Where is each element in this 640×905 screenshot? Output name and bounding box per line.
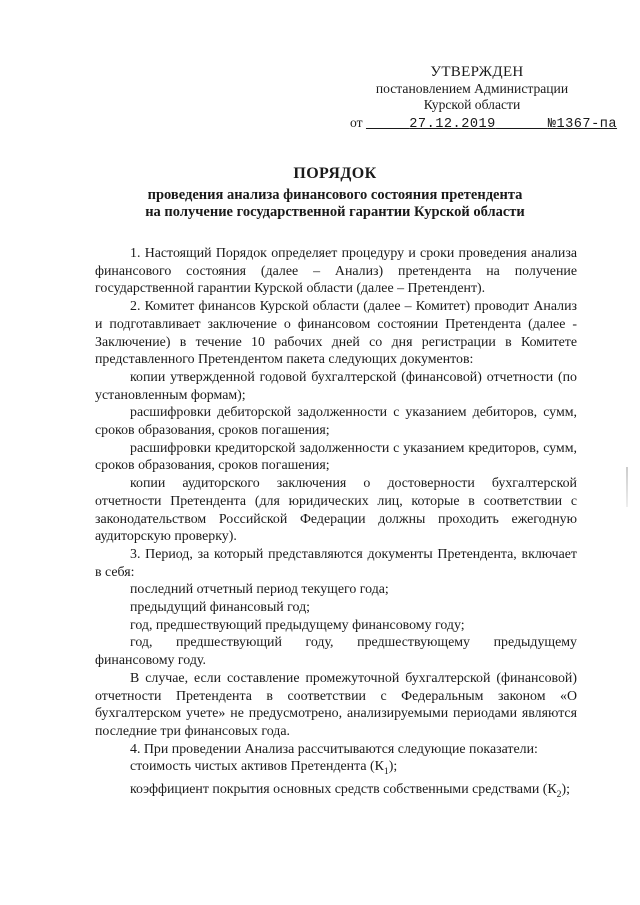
- approval-line-1: постановлением Администрации: [375, 80, 569, 96]
- paragraph: стоимость чистых активов Претендента $(К_1)$;: [130, 759, 398, 778]
- document-number: №1367-па: [547, 116, 618, 132]
- paragraph: расшифровки кредиторской задолженности с указанием кредиторов, сумм, сроков образования, сроков погашения;: [95, 440, 577, 474]
- date-value: 27.12.2019: [409, 116, 496, 132]
- title-line-1: ПОРЯДОК: [293, 165, 377, 182]
- paragraph: 2. Комитет финансов Курской области (далее – Комитет) проводит Анализ и подготавливает заключение о финансовом состоянии Претендента (далее - Заключение) в течение 10 рабочих дней со дня регистрации в Комитете представленного Претендентом пакета следующих документов:: [95, 299, 577, 368]
- paragraph: В случае, если составление промежуточной бухгалтерской (финансовой) отчетности Претендента в соответствии с Федеральным законом «О бухгалтерском учете» не предусмотрено, анализируемыми периодами являются последние три финансовых года.: [95, 670, 577, 739]
- approval-date-row: [350, 114, 618, 134]
- paragraph: расшифровки дебиторской задолженности с указанием дебиторов, сумм, сроков образования, сроков погашения;: [95, 405, 577, 439]
- document-body: [95, 245, 577, 803]
- paragraph: последний отчетный период текущего года;: [130, 582, 389, 598]
- paragraph: копии аудиторского заключения о достоверности бухгалтерской отчетности Претендента (для юридических лиц, которые в соответствии с законодательством Российской Федерации должны проходить ежегодную аудиторскую проверку).: [95, 476, 577, 545]
- paragraph: 1. Настоящий Порядок определяет процедуру и сроки проведения анализа финансового состояния (далее – Анализ) претендента на получение государственной гарантии Курской области (далее – Претендент).: [95, 246, 577, 297]
- date-prefix: от: [350, 114, 363, 130]
- paragraph: предыдущий финансовый год;: [130, 600, 311, 616]
- paragraph: год, предшествующий предыдущему финансовому году;: [130, 617, 465, 633]
- scan-edge-mark: [626, 467, 628, 507]
- title-line-3: на получение государственной гарантии Курской области: [145, 204, 525, 220]
- paragraph: год, предшествующий году, предшествующему предыдущему финансовому году.: [95, 635, 577, 669]
- approval-line-2: Курской области: [423, 97, 521, 112]
- paragraph: копии утвержденной годовой бухгалтерской (финансовой) отчетности (по установленным формам);: [95, 369, 577, 403]
- paragraph: 4. При проведении Анализа рассчитываются следующие показатели:: [130, 741, 538, 757]
- paragraph: 3. Период, за который представляются документы Претендента, включает в себя:: [95, 546, 577, 580]
- approval-stamp: [350, 64, 618, 133]
- approval-heading: УТВЕРЖДЕН: [430, 64, 524, 80]
- document-title: [96, 165, 574, 221]
- title-line-2: проведения анализа финансового состояния претендента: [147, 187, 523, 203]
- paragraph: коэффициент покрытия основных средств собственными средствами $(К_2)$;: [130, 781, 571, 800]
